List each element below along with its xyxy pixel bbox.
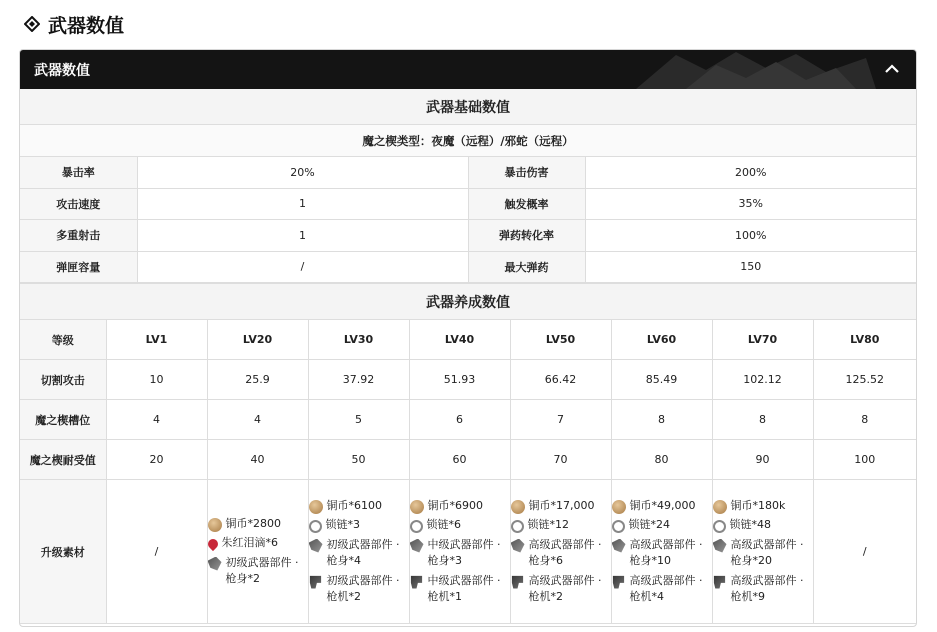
barrel-part-icon (511, 539, 525, 553)
row-header-label: 等级 (20, 320, 106, 360)
stat-label: 暴击伤害 (468, 157, 585, 188)
chevron-up-icon[interactable] (882, 59, 902, 79)
material-item (208, 535, 308, 552)
stat-value: 100% (585, 220, 916, 252)
level-header: LV20 (207, 320, 308, 360)
chain-icon (612, 520, 625, 533)
materials-cell (207, 480, 308, 624)
material-text: 铜币*17,000 (528, 498, 595, 512)
panel-header-title: 武器数值 (34, 62, 90, 79)
barrel-part-icon (410, 539, 424, 553)
material-item (410, 573, 510, 606)
tear-icon (205, 537, 219, 551)
growth-value: 5 (308, 400, 409, 440)
growth-value: 85.49 (611, 360, 712, 400)
material-item (612, 537, 712, 570)
material-item (309, 573, 409, 606)
stat-value: 20% (137, 157, 468, 188)
material-text: 锁链*6 (426, 518, 461, 531)
material-item (612, 517, 712, 534)
coin-icon (511, 500, 525, 514)
growth-value: 125.52 (813, 360, 916, 400)
panel-header[interactable] (20, 50, 916, 89)
material-text: 锁链*12 (527, 518, 569, 531)
growth-value: 25.9 (207, 360, 308, 400)
material-item (713, 573, 813, 606)
materials-cell (308, 480, 409, 624)
level-header: LV60 (611, 320, 712, 360)
material-item (511, 498, 611, 515)
material-text: 锁链*3 (325, 518, 360, 531)
material-item (309, 537, 409, 570)
level-header-row (20, 320, 916, 360)
basic-stats-table (20, 157, 916, 283)
growth-value: 66.42 (510, 360, 611, 400)
growth-row-label: 魔之楔耐受值 (20, 440, 106, 480)
growth-value: 8 (611, 400, 712, 440)
materials-cell (510, 480, 611, 624)
stat-label: 攻击速度 (20, 188, 137, 220)
stat-row (20, 251, 916, 283)
material-text: 锁链*48 (729, 518, 771, 531)
stat-label: 多重射击 (20, 220, 137, 252)
growth-value: 80 (611, 440, 712, 480)
beast-artwork-icon (616, 50, 876, 89)
stat-label: 弹药转化率 (468, 220, 585, 252)
material-item (410, 498, 510, 515)
barrel-part-icon (713, 539, 727, 553)
material-text: 高级武器部件 · 枪机*4 (629, 573, 703, 603)
material-item (612, 573, 712, 606)
material-text: 中级武器部件 · 枪机*1 (427, 573, 501, 603)
growth-value: 40 (207, 440, 308, 480)
stat-label: 最大弹药 (468, 251, 585, 283)
trigger-part-icon (612, 575, 626, 589)
stat-value: 1 (137, 220, 468, 252)
growth-value: 70 (510, 440, 611, 480)
growth-value: 37.92 (308, 360, 409, 400)
stat-value: 200% (585, 157, 916, 188)
stat-label: 暴击率 (20, 157, 137, 188)
growth-value: 20 (106, 440, 207, 480)
trigger-part-icon (410, 575, 424, 589)
growth-row (20, 360, 916, 400)
page-title-text: 武器数值 (48, 14, 125, 37)
coin-icon (410, 500, 424, 514)
material-text: 铜币*49,000 (629, 498, 696, 512)
stat-label: 弹匣容量 (20, 251, 137, 283)
growth-value: 90 (712, 440, 813, 480)
barrel-part-icon (309, 539, 323, 553)
material-item (208, 516, 308, 533)
growth-row (20, 400, 916, 440)
stat-row (20, 220, 916, 252)
growth-value: 6 (409, 400, 510, 440)
basic-stats-title: 武器基础数值 (20, 89, 916, 125)
trigger-part-icon (511, 575, 525, 589)
growth-value: 50 (308, 440, 409, 480)
material-item (410, 517, 510, 534)
growth-value: 4 (207, 400, 308, 440)
stat-value: 150 (585, 251, 916, 283)
material-text: 铜币*6900 (427, 498, 483, 512)
growth-row (20, 440, 916, 480)
material-item (713, 498, 813, 515)
material-text: 中级武器部件 · 枪身*3 (427, 537, 501, 567)
chain-icon (410, 520, 423, 533)
materials-cell: / (106, 480, 207, 624)
stat-row (20, 157, 916, 188)
stat-value: 1 (137, 188, 468, 220)
page-title (24, 10, 124, 38)
material-item (612, 498, 712, 515)
materials-cell: / (813, 480, 916, 624)
material-text: 铜币*6100 (326, 498, 382, 512)
growth-value: 7 (510, 400, 611, 440)
weapon-stats-panel (19, 49, 917, 627)
materials-cell (409, 480, 510, 624)
material-item (309, 517, 409, 534)
materials-label: 升级素材 (20, 480, 106, 624)
barrel-part-icon (612, 539, 626, 553)
level-header: LV30 (308, 320, 409, 360)
trigger-part-icon (713, 575, 727, 589)
stat-value: 35% (585, 188, 916, 220)
growth-value: 8 (813, 400, 916, 440)
chain-icon (511, 520, 524, 533)
trigger-part-icon (309, 575, 323, 589)
material-text: 高级武器部件 · 枪身*6 (528, 537, 602, 567)
growth-value: 100 (813, 440, 916, 480)
stat-label: 触发概率 (468, 188, 585, 220)
growth-stats-title: 武器养成数值 (20, 283, 916, 320)
materials-cell (712, 480, 813, 624)
material-item (410, 537, 510, 570)
growth-stats-table (20, 320, 916, 624)
material-item (713, 517, 813, 534)
materials-row (20, 480, 916, 624)
material-text: 高级武器部件 · 枪机*2 (528, 573, 602, 603)
level-header: LV80 (813, 320, 916, 360)
material-text: 锁链*24 (628, 518, 670, 531)
barrel-part-icon (208, 557, 222, 571)
growth-value: 10 (106, 360, 207, 400)
material-item (511, 517, 611, 534)
material-item (208, 555, 308, 588)
growth-value: 8 (712, 400, 813, 440)
materials-cell (611, 480, 712, 624)
mod-type-line: 魔之楔类型：夜魔（远程）/邪蛇（远程） (20, 125, 916, 157)
level-header: LV50 (510, 320, 611, 360)
growth-value: 102.12 (712, 360, 813, 400)
material-text: 初级武器部件 · 枪身*4 (326, 537, 400, 567)
chain-icon (713, 520, 726, 533)
level-header: LV1 (106, 320, 207, 360)
growth-value: 4 (106, 400, 207, 440)
growth-value: 60 (409, 440, 510, 480)
coin-icon (612, 500, 626, 514)
coin-icon (713, 500, 727, 514)
chain-icon (309, 520, 322, 533)
material-item (713, 537, 813, 570)
material-item (309, 498, 409, 515)
material-text: 高级武器部件 · 枪身*10 (629, 537, 703, 567)
material-text: 铜币*180k (730, 498, 786, 512)
material-item (511, 537, 611, 570)
growth-row-label: 魔之楔槽位 (20, 400, 106, 440)
coin-icon (309, 500, 323, 514)
material-text: 高级武器部件 · 枪机*9 (730, 573, 804, 603)
diamond-icon (24, 16, 40, 32)
material-text: 高级武器部件 · 枪身*20 (730, 537, 804, 567)
level-header: LV70 (712, 320, 813, 360)
coin-icon (208, 518, 222, 532)
level-header: LV40 (409, 320, 510, 360)
material-text: 朱红泪滴*6 (221, 536, 278, 549)
growth-value: 51.93 (409, 360, 510, 400)
material-text: 初级武器部件 · 枪机*2 (326, 573, 400, 603)
growth-row-label: 切割攻击 (20, 360, 106, 400)
stat-value: / (137, 251, 468, 283)
material-item (511, 573, 611, 606)
material-text: 初级武器部件 · 枪身*2 (225, 555, 299, 585)
material-text: 铜币*2800 (225, 516, 281, 530)
stat-row (20, 188, 916, 220)
